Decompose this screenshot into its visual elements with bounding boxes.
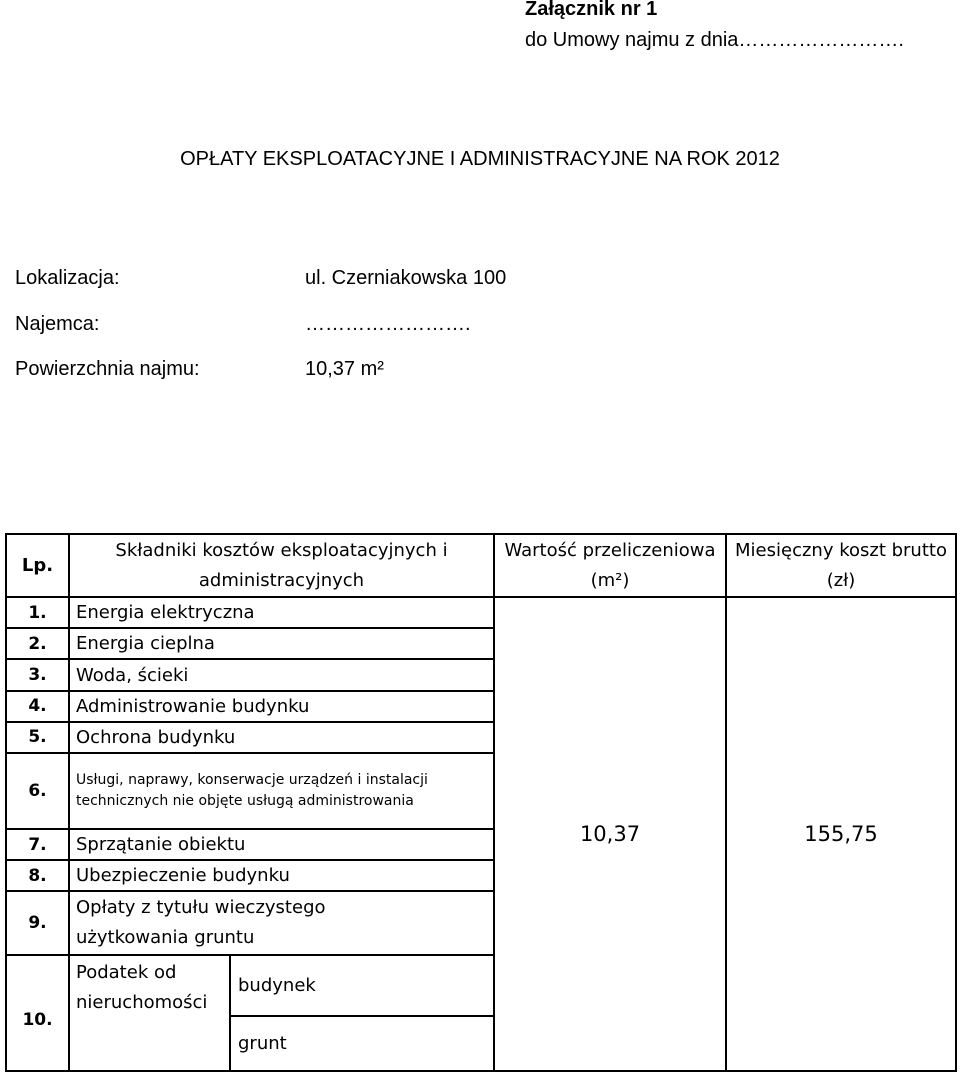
property-tax-label: Podatek od nieruchomości [70,956,230,1070]
row-name: Administrowanie budynku [69,691,494,722]
row-name: Ochrona budynku [69,722,494,753]
table-row [6,597,956,628]
row-name: Energia cieplna [69,628,494,659]
row-number: 10. [6,955,69,1071]
row-number: 6. [6,753,69,829]
table-header-row [6,534,956,597]
building-label: budynek [230,956,493,1016]
row-name: Ubezpieczenie budynku [69,860,494,891]
location-label: Lokalizacja: [15,267,120,289]
value-cell: 10,37 [494,597,726,1071]
row-number: 2. [6,628,69,659]
row-number: 7. [6,829,69,860]
col-cost-header: Miesięczny koszt brutto (zł) [726,534,956,597]
area-label: Powierzchnia najmu: [15,358,200,380]
property-tax-subtable [70,956,493,1070]
row-number: 1. [6,597,69,628]
row-name: Energia elektryczna [69,597,494,628]
row-name-cell [69,955,494,1071]
col-value-header: Wartość przeliczeniowa (m²) [494,534,726,597]
row-name: Opłaty z tytułu wieczystego użytkowania gruntu [69,891,494,954]
area-value: 10,37 m² [305,358,384,380]
document-title: OPŁATY EKSPLOATACYJNE I ADMINISTRACYJNE NA ROK 2012 [180,148,780,170]
annex-title: Załącznik nr 1 [525,0,658,20]
row-name: Sprzątanie obiektu [69,829,494,860]
row-name: Woda, ścieki [69,659,494,690]
costs-table [5,533,957,1072]
row-number: 8. [6,860,69,891]
col-items-header: Składniki kosztów eksploatacyjnych i administracyjnych [69,534,494,597]
tenant-value: ……………………. [305,313,471,335]
row-name: Usługi, naprawy, konserwacje urządzeń i instalacji technicznych nie objęte usługą administrowania [69,753,494,829]
contract-reference: do Umowy najmu z dnia……………………. [525,29,904,51]
tenant-label: Najemca: [15,313,100,335]
row-number: 9. [6,891,69,954]
cost-cell: 155,75 [726,597,956,1071]
col-lp-header: Lp. [6,534,69,597]
land-label: grunt [238,1032,287,1054]
location-value: ul. Czerniakowska 100 [305,267,507,289]
row-number: 4. [6,691,69,722]
row-number: 5. [6,722,69,753]
row-number: 3. [6,659,69,690]
